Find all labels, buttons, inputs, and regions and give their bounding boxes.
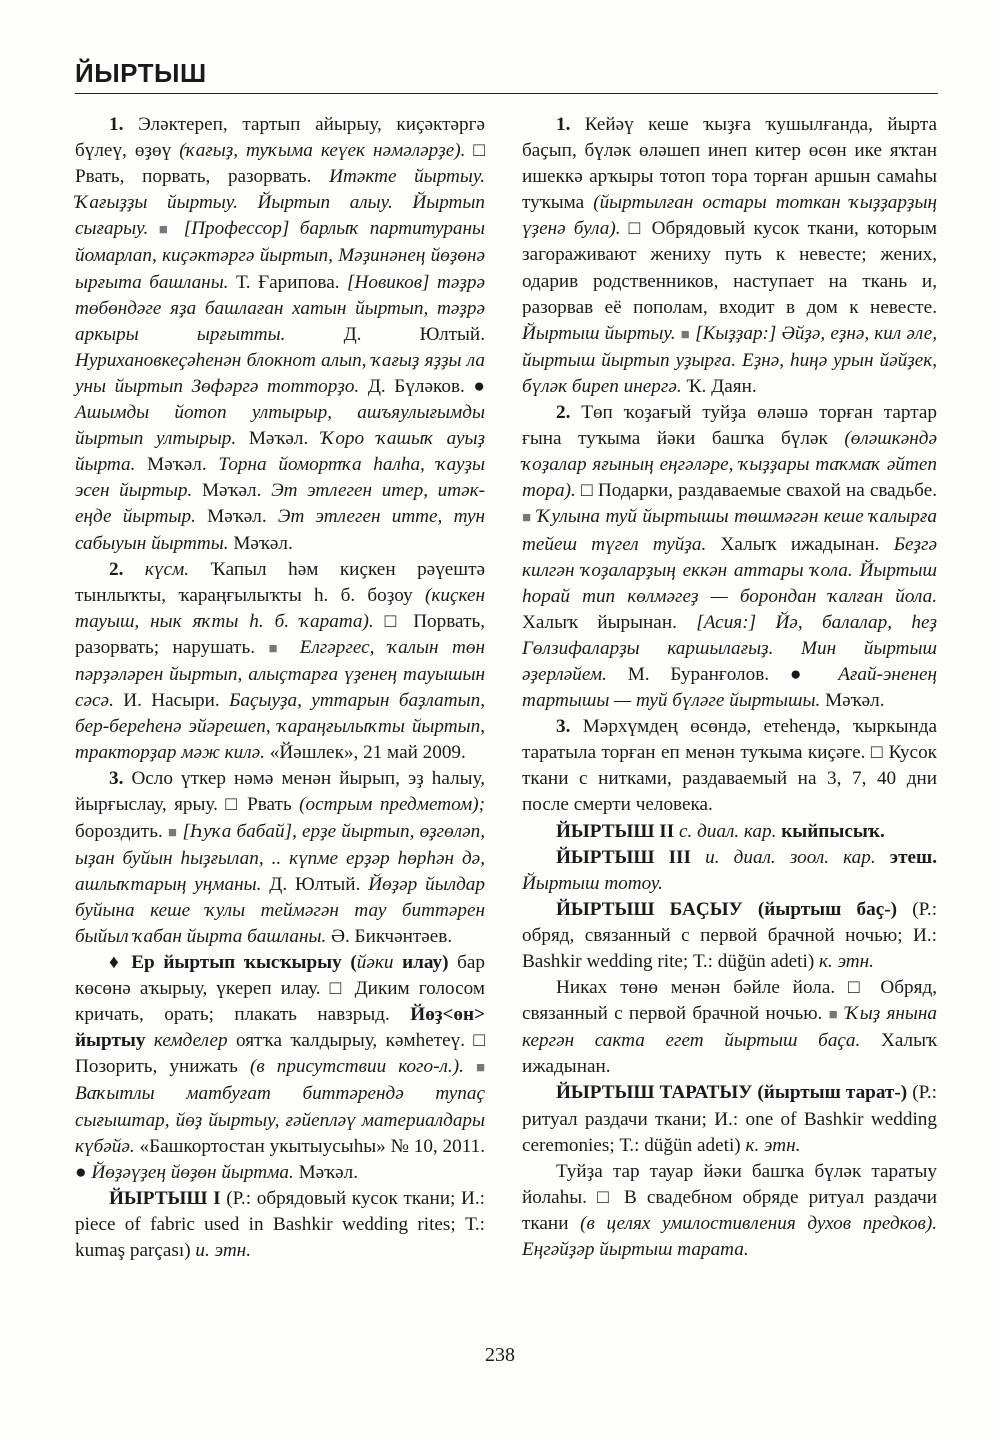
proverb-marker-icon: ● [75, 1161, 87, 1183]
definition-basyu: Никах төнө менән бәйле йола. □ Обряд, связанный с первой брачной ночью. ■ Ҡыҙ янына кергән сакта егет йыртыш баҫа. Халыҡ ижадынан. [522, 977, 938, 1078]
entry-sense-1: 1. Кейәү кеше ҡыҙға ҡушылғанда, йырта баҫып, бүләк өләшеп инеп китер өсөн ике яҡтан ишеккә арҡыры тотоп тора торған аршын самаһы туҡыма (йыртылған остары тоткан ҡыҙҙарҙың үҙенә була). □ Обрядовый кусок ткани, которым загораживают жениху путь к невесте; жених, одарив родственников, наступает на ткань и, разорвав её пополам, входит в дом к невесте. Йыртыш йыртыу. ■ [Кыҙҙар:] Әйҙә, еҙнә, кил әле, йыртыш йыртып уҙырға. Еҙнә, һиңә урын йәйҙек, бүләк биреп инергә. Ҡ. Даян. [522, 114, 938, 397]
entry-sense-2: 2. күсм. Ҡапыл һәм киҫкен рәүештә тынлыҡты, ҡараңғылыҡты һ. б. боҙоу (киҫкен тауыш, нык яҡты һ. б. ҡарата). □ Порвать, разорвать; нарушать. ■ Елгәргес, ҡалын төн пәрҙәләрен йыртып, алыҫтарға үҙенең тауышын сәсә. И. Насыри. Баҫыуҙа, уттарын баҙлатып, бер-береһенә эйәрешеп, ҡараңғылыҡты йыртып, тракторҙар мәж килә. «Йәшлек», 21 май 2009. [75, 558, 485, 764]
entry-sense-3: 3. Мәрхүмдең өсөндә, етеһендә, ҡыркында таратыла торған еп менән туҡыма киҫәге. □ Кусок ткани с нитками, раздаваемый на 3, 7, 40 дни после смерти человека. [522, 716, 938, 816]
proverb-marker-icon: ● [789, 663, 818, 685]
example-marker-icon: ■ [167, 824, 178, 841]
headword-yirtysh-taratyu: ЙЫРТЫШ ТАРАТЫУ (йыртыш тарат-) (Р.: ритуал раздачи ткани; И.: one of Bashkir wedding ceremonies; Т.: düğün adeti) к. этн. [522, 1082, 937, 1156]
diamond-icon: ♦ [109, 952, 123, 973]
example-marker-icon: ■ [158, 222, 174, 239]
proverb-marker-icon: ● [473, 375, 485, 397]
definition-taratyu: Туйҙа тар тауар йәки башҡа бүләк таратыу йолаһы. □ В свадебном обряде ритуал раздачи ткани (в целях умилостивления духов предков). Еңгәйҙәр йыртыш тарата. [522, 1160, 938, 1261]
entry-sense-3: 3. Осло үткер нәмә менән йырып, эҙ һалыу, йырғыслау, ярыу. □ Рвать (острым предметом); бороздить. ■ [Һуҡа бабай], ерҙе йыртып, өҙгөләп, ыҙан буйын һыҙғылап, .. күпме ерҙәр һөрһән дә, ашлыҡтарың уңманы. Д. Юлтый. Йөҙәр йылдар буйына кеше ҡулы теймәгән тау биттәрен быйыл ҡабан йырта башланы. Ә. Бикчәнтәев. [75, 768, 486, 947]
entry-sense-1: 1. Эләктереп, тартып айырыу, киҫәктәргә бүлеү, өҙөү (ҡағыҙ, туҡыма кеүек нәмәләрҙе). □ Рвать, порвать, разорвать. Итәкте йыртыу. Ҡағыҙҙы йыртыу. Йыртып алыу. Йыртып сығарыу. ■ [Профессор] барлыҡ партитураны йомарлап, киҫәктәргә йыртып, Мәҙинәнең йөҙөнә ырғыта башланы. Т. Ғарипова. [Новиков] тәҙрә төбөндәге яҙа башлаған хатын йыртып, тәҙрә аркыры ырғытты. Д. Юлтый. Нурихановкеҫәһенән блокнот алып, ҡағыҙ яҙҙы ла уны йыртып Зөфәргә тотторҙо. Д. Бүләков. ● Ашымды йотоп ултырыр, ашъяулығымды йыртып ултырыр. Мәҡәл. Ҡоро ҡашыҡ ауыҙ йырта. Мәҡәл. Торна йомортҡа һалһа, ҡауҙы эсен йыртыр. Мәҡәл. Эт этлеген итер, итәк-еңде йыртыр. Мәҡәл. Эт этлеген итте, тун сабыуын йыртты. Мәҡәл. [75, 114, 486, 554]
example-marker-icon: ■ [475, 1060, 486, 1077]
entry-sense-2: 2. Төп ҡоҙағый туйҙа өләшә торған тартар ғына туҡыма йәки башҡа бүләк (өләшкәндә ҡоҙалар яғының еңгәләре, ҡыҙҙары таҡмаҡ әйтеп тора). □ Подарки, раздаваемые свахой на свадьбе. ■ Ҡулына туй йыртышы төшмәгән кеше ҡалырға тейеш түгел туйҙа. Халыҡ ижадынан. Беҙгә килгән ҡоҙаларҙың еккән аттары ҡола. Йыртыш һорай тип көлмәгеҙ — борондан ҡалған йола. Халыҡ йырынан. [Асия:] Йә, балалар, һеҙ Гөлзифаларҙы каршылағыҙ. Мин йыртыш әҙерләйем. М. Буранғолов. ● Ағай-эненең тартышы — туй бүләге йыртышы. Мәҡәл. [522, 402, 938, 712]
running-head: ЙЫРТЫШ [75, 58, 207, 88]
headword-yirtysh-1: ЙЫРТЫШ I (Р.: обрядовый кусок ткани; И.: piece of fabric used in Bashkir wedding rites; Т.: kumaş parçası) и. этн. [75, 1187, 485, 1262]
header-rule [75, 93, 938, 94]
entry-phraseology: ♦ Ер йыртып ҡысҡырыу (йәки илау) бар көсөнә аҡырыу, үкереп илау. □ Диким голосом кричать, орать; плакать навзрыд. Йөҙ<өн> йыртыу кемделер оятҡа ҡалдырыу, кәмһетеү. □ Позорить, унижать (в присутствии кого-л.). ■ Ваҡытлы матбуғат биттәрендә тупаҫ сығыштар, йөҙ йыртыу, ғәйепләү материалдары күбәйә. «Башкортостан укытыусыһы» № 10, 2011. ● Йөҙәүҙең йөҙөн йыртма. Мәҡәл. [75, 952, 486, 1183]
example-marker-icon: ■ [828, 1007, 840, 1024]
example-marker-icon: ■ [522, 510, 532, 527]
left-column [75, 112, 485, 1264]
example-marker-icon: ■ [680, 326, 691, 343]
headword-yirtysh-3: ЙЫРТЫШ III и. диал. зоол. кар. этеш. Йыртыш тотоу. [522, 846, 938, 894]
headword-yirtysh-basyu: ЙЫРТЫШ БАҪЫУ (йыртыш баҫ-) (Р.: обряд, связанный с первой брачной ночью; И.: Bashkir wedding rite; Т.: düğün adeti) к. этн. [522, 898, 938, 972]
example-marker-icon: ■ [268, 640, 287, 657]
headword-yirtysh-2: ЙЫРТЫШ II с. диал. кар. кыйпысыҡ. [556, 820, 885, 842]
page-number: 238 [485, 1344, 515, 1366]
right-column [522, 112, 937, 1263]
